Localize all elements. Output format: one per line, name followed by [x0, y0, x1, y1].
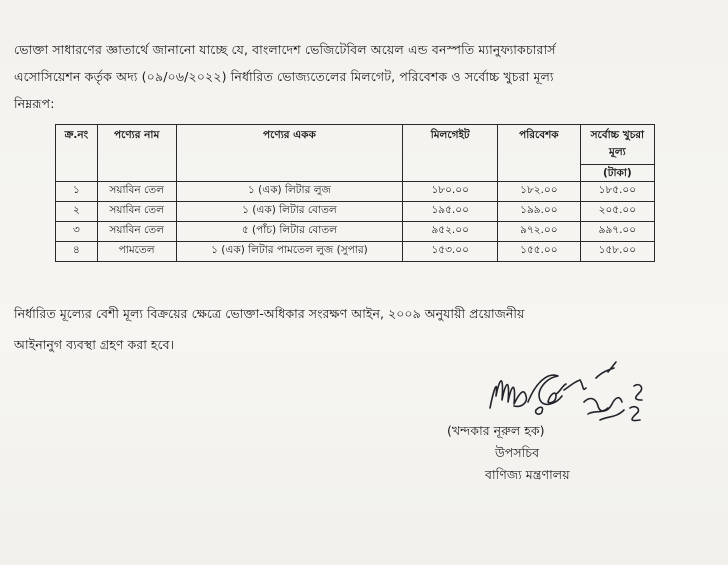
- cell-distributor: ১৯৯.০০: [498, 202, 581, 222]
- cell-millgate: ১৫৩.০০: [403, 242, 498, 262]
- cell-max-retail: ৯৯৭.০০: [580, 222, 654, 242]
- signatory-block: [447, 420, 570, 486]
- header-distributor: পরিবেশক: [498, 125, 581, 182]
- table-row: [56, 202, 655, 222]
- cell-product-name: সয়াবিন তেল: [97, 222, 176, 242]
- table-header-row: [56, 125, 655, 182]
- cell-millgate: ১৯৫.০০: [403, 202, 498, 222]
- header-serial: ক্র.নং: [56, 125, 98, 182]
- header-max-retail-label: সর্বোচ্চ খুচরা মূল্য: [590, 129, 645, 158]
- header-millgate: মিলগেইট: [403, 125, 498, 182]
- outro-line-2: আইনানুগ ব্যবস্থা গ্রহণ করা হবে।: [14, 337, 175, 352]
- cell-max-retail: ২০৫.০০: [580, 202, 654, 222]
- cell-max-retail: ১৮৫.০০: [580, 182, 654, 202]
- cell-distributor: ৯৭২.০০: [498, 222, 581, 242]
- price-table: [55, 124, 655, 262]
- cell-millgate: ৯৫২.০০: [403, 222, 498, 242]
- cell-product-unit: ১ (এক) লিটার লুজ: [176, 182, 403, 202]
- cell-distributor: ১৫৫.০০: [498, 242, 581, 262]
- signatory-name: (খন্দকার নূরুল হক): [447, 423, 545, 438]
- cell-serial: ১: [56, 182, 98, 202]
- handwritten-signature: [484, 356, 649, 428]
- cell-product-unit: ১ (এক) লিটার পামতেল লুজ (সুপার): [176, 242, 403, 262]
- intro-paragraph: [14, 36, 719, 117]
- header-product-unit: পণ্যের একক: [176, 125, 403, 182]
- header-max-retail: [580, 125, 654, 182]
- table-row: [56, 182, 655, 202]
- outro-line-1: নির্ধারিত মূল্যের বেশী মূল্য বিক্রয়ের ক্ষেত্রে ভোক্তা-অধিকার সংরক্ষণ আইন, ২০০৯ অনুযায়ী প্রয়োজনীয়: [14, 306, 525, 321]
- header-currency-unit: (টাকা): [581, 164, 654, 181]
- cell-product-name: সয়াবিন তেল: [97, 202, 176, 222]
- cell-product-name: পামতেল: [97, 242, 176, 262]
- signatory-title: উপসচিব: [495, 445, 540, 460]
- cell-product-name: সয়াবিন তেল: [97, 182, 176, 202]
- cell-product-unit: ৫ (পাঁচ) লিটার বোতল: [176, 222, 403, 242]
- header-product-name: পণ্যের নাম: [97, 125, 176, 182]
- cell-distributor: ১৮২.০০: [498, 182, 581, 202]
- intro-line-1: ভোক্তা সাধারণের জ্ঞাতার্থে জানানো যাচ্ছে যে, বাংলাদেশ ভেজিটেবিল অয়েল এন্ড বনস্পতি ম্যানুফ্যাকচারার্স: [14, 42, 556, 57]
- table-row: [56, 222, 655, 242]
- penalty-notice: [14, 298, 719, 360]
- cell-serial: ৪: [56, 242, 98, 262]
- signatory-office: বাণিজ্য মন্ত্রণালয়: [485, 467, 570, 482]
- table-row: [56, 242, 655, 262]
- cell-millgate: ১৮০.০০: [403, 182, 498, 202]
- intro-line-2: এসোসিয়েশন কর্তৃক অদ্য (০৯/০৬/২০২২) নির্ধারিত ভোজ্যতেলের মিলগেট, পরিবেশক ও সর্বোচ্চ খুচরা মূল্য: [14, 69, 554, 84]
- cell-max-retail: ১৫৮.০০: [580, 242, 654, 262]
- intro-line-3: নিম্নরূপ:: [14, 96, 55, 111]
- cell-serial: ২: [56, 202, 98, 222]
- cell-serial: ৩: [56, 222, 98, 242]
- cell-product-unit: ১ (এক) লিটার বোতল: [176, 202, 403, 222]
